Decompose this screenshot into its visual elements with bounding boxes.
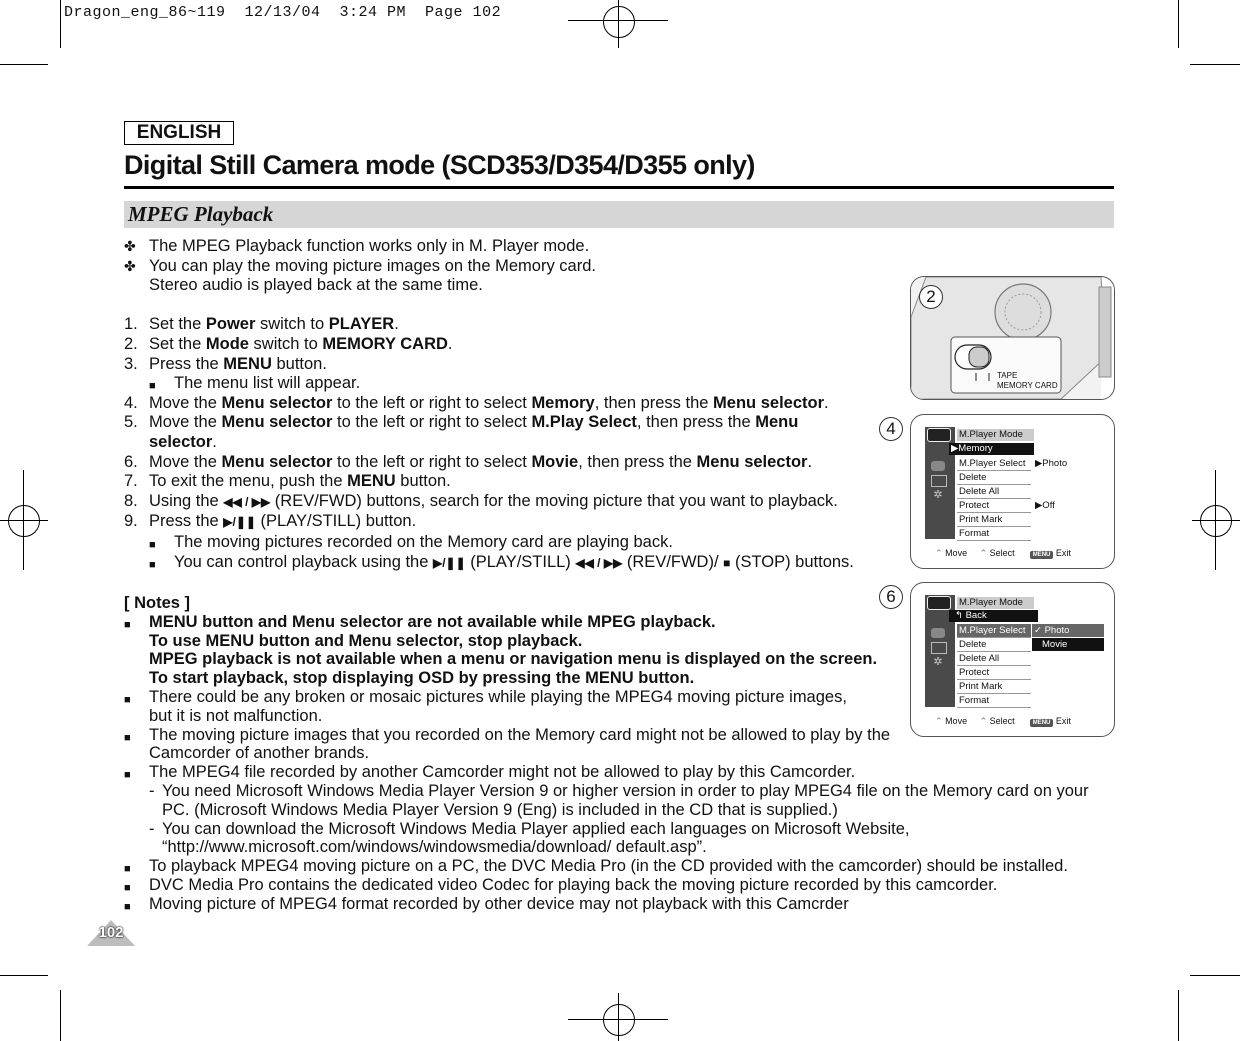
step-6: 6. Move the Menu selector to the left or right to select Movie, then press the Menu selector. — [124, 452, 813, 471]
note-item: ■ DVC Media Pro contains the dedicated video Codec for playing back the moving picture recorded by this camcorder. — [124, 875, 998, 894]
figure-number: 6 — [879, 585, 903, 609]
osd-menu — [925, 427, 1105, 539]
notes-heading: [ Notes ] — [124, 594, 190, 612]
step-5-cont: selector. — [149, 432, 217, 451]
note-bold: MPEG playback is not available when a menu or navigation menu is displayed on the screen. — [149, 650, 878, 669]
menu-back: ↰ Back — [949, 610, 1038, 622]
figure-menu-memory — [886, 414, 1115, 569]
menu-item: Format — [957, 694, 1031, 708]
menu-header: M.Player Mode — [957, 597, 1034, 609]
crop-mark — [1190, 64, 1240, 65]
menu-item: Print Mark — [957, 680, 1031, 694]
settings-icon: ✲ — [933, 489, 943, 501]
intro-line: Stereo audio is played back at the same time. — [149, 276, 483, 295]
crop-mark — [0, 64, 48, 65]
note-dash: - You need Microsoft Windows Media Player Version 9 or higher version in order to play MPEG4 file on the Memory card on your — [149, 781, 1089, 800]
select-icon: ⌃ — [979, 716, 988, 726]
stop-icon: ■ — [723, 555, 731, 570]
menu-option: ▶Off — [1035, 500, 1055, 511]
note-item: Camcorder of another brands. — [149, 744, 370, 763]
step-9-sub: ■ You can control playback using the ▶/❚❚ (PLAY/STILL) ◀◀ / ▶▶ (REV/FWD)/ ■ (STOP) buttons. — [149, 552, 854, 571]
note-bold: To use MENU button and Menu selector, stop playback. — [149, 631, 583, 650]
play-still-icon: ▶/❚❚ — [432, 555, 466, 570]
step-3-sub: ■ The menu list will appear. — [149, 374, 361, 393]
note-item: ■ The MPEG4 file recorded by another Camcorder might not be allowed to play by this Camcorder. — [124, 763, 856, 782]
menu-option: ▶Photo — [1035, 458, 1068, 469]
menu-badge: MENU — [1030, 551, 1054, 559]
menu-option-highlighted: Movie — [1032, 638, 1104, 651]
page-number-badge — [86, 918, 136, 948]
step-3: 3. Press the MENU button. — [124, 354, 327, 373]
note-bold: ■ MENU button and Menu selector are not available while MPEG playback. — [124, 612, 716, 631]
crop-mark — [1178, 0, 1179, 48]
play-mode-icon — [927, 428, 951, 442]
menu-item: M.Player Select — [957, 457, 1031, 471]
play-mode-icon — [927, 596, 951, 610]
menu-item: Delete All — [957, 652, 1031, 666]
registration-circle — [603, 1004, 635, 1036]
note-item: ■ Moving picture of MPEG4 format recorded by other device may not playback with this Camcrder — [124, 894, 849, 913]
note-item: ■ The moving picture images that you recorded on the Memory card might not be allowed to play by the — [124, 725, 891, 744]
menu-item: Protect — [957, 666, 1031, 680]
settings-icon: ✲ — [933, 656, 943, 668]
menu-footer: ⌃ Move ⌃ Select MENU Exit — [935, 548, 1071, 558]
note-item: ■ There could be any broken or mosaic pictures while playing the MPEG4 moving picture images, — [124, 687, 847, 706]
menu-item: Delete All — [957, 485, 1031, 499]
registration-circle — [1200, 505, 1232, 537]
note-dash: - You can download the Microsoft Windows Media Player applied each languages on Microsoft Website, — [149, 819, 910, 838]
crop-mark — [1178, 990, 1179, 1041]
rev-fwd-icon: ◀◀ / ▶▶ — [575, 555, 623, 570]
camera-icon — [931, 475, 947, 487]
step-1: 1. Set the Power switch to PLAYER. — [124, 315, 399, 334]
note-dash: PC. (Microsoft Windows Media Player Version 9 (Eng) is included in the CD that is supplied.) — [162, 800, 838, 819]
play-still-icon: ▶/❚❚ — [223, 515, 256, 530]
crop-mark — [1190, 975, 1240, 976]
step-2: 2. Set the Mode switch to MEMORY CARD. — [124, 334, 453, 353]
figure-number: 2 — [919, 285, 943, 309]
instructions — [124, 237, 914, 573]
figure-menu-movie — [886, 582, 1115, 737]
switch-label-memory-card: MEMORY CARD — [997, 381, 1058, 390]
crop-mark — [60, 990, 61, 1041]
figure-mode-switch — [910, 276, 1115, 400]
step-5: 5. Move the Menu selector to the left or right to select M.Play Select, then press the Menu — [124, 413, 799, 432]
menu-item: Delete — [957, 638, 1031, 652]
print-slug: Dragon_eng_86~119 12/13/04 3:24 PM Page 102 — [64, 4, 502, 21]
menu-item: Format — [957, 527, 1031, 541]
memory-icon — [931, 461, 945, 471]
intro-line: ✤ You can play the moving picture images on the Memory card. — [124, 256, 596, 275]
step-9-sub: ■ The moving pictures recorded on the Memory card are playing back. — [149, 532, 673, 551]
intro-line: ✤ The MPEG Playback function works only in M. Player mode. — [124, 237, 590, 255]
menu-footer: ⌃ Move ⌃ Select MENU Exit — [935, 716, 1071, 726]
camera-icon — [931, 642, 947, 654]
menu-item-selected: M.Player Select — [957, 624, 1031, 638]
registration-circle — [8, 505, 40, 537]
note-bold: To start playback, stop displaying OSD by pressing the MENU button. — [149, 669, 695, 688]
registration-circle — [603, 6, 635, 38]
menu-item: Protect — [957, 499, 1031, 513]
note-dash: “http://www.microsoft.com/windows/windowsmedia/download/ default.asp”. — [162, 838, 707, 857]
section-title: MPEG Playback — [128, 202, 274, 226]
rev-fwd-icon: ◀◀ / ▶▶ — [223, 494, 271, 509]
page-title: Digital Still Camera mode (SCD353/D354/D355 only) — [124, 150, 755, 180]
memory-icon — [931, 628, 945, 638]
move-icon: ⌃ — [935, 548, 943, 558]
step-8: 8. Using the ◀◀ / ▶▶ (REV/FWD) buttons, search for the moving picture that you want to playback. — [124, 491, 838, 510]
menu-option: ✓ Photo — [1032, 624, 1104, 637]
note-item: ■ To playback MPEG4 moving picture on a PC, the DVC Media Pro (in the CD provided with the camcorder) should be installed. — [124, 857, 1068, 876]
move-icon: ⌃ — [935, 716, 943, 726]
select-icon: ⌃ — [979, 548, 988, 558]
step-4: 4. Move the Menu selector to the left or right to select Memory, then press the Menu selector. — [124, 393, 829, 412]
step-7: 7. To exit the menu, push the MENU button. — [124, 472, 451, 491]
figure-number: 4 — [879, 417, 903, 441]
title-rule — [124, 186, 1114, 189]
step-9: 9. Press the ▶/❚❚ (PLAY/STILL) button. — [124, 512, 417, 531]
menu-header: M.Player Mode — [957, 429, 1034, 441]
menu-item: Delete — [957, 471, 1031, 485]
menu-badge: MENU — [1030, 719, 1054, 727]
language-label: ENGLISH — [124, 121, 234, 145]
note-item: but it is not malfunction. — [149, 706, 323, 725]
menu-item: Print Mark — [957, 513, 1031, 527]
menu-category: ▶Memory — [949, 443, 1034, 455]
osd-menu — [925, 595, 1105, 707]
crop-mark — [60, 0, 61, 48]
page-number: 102 — [98, 924, 124, 941]
crop-mark — [0, 975, 48, 976]
switch-label-tape: TAPE — [997, 371, 1018, 380]
